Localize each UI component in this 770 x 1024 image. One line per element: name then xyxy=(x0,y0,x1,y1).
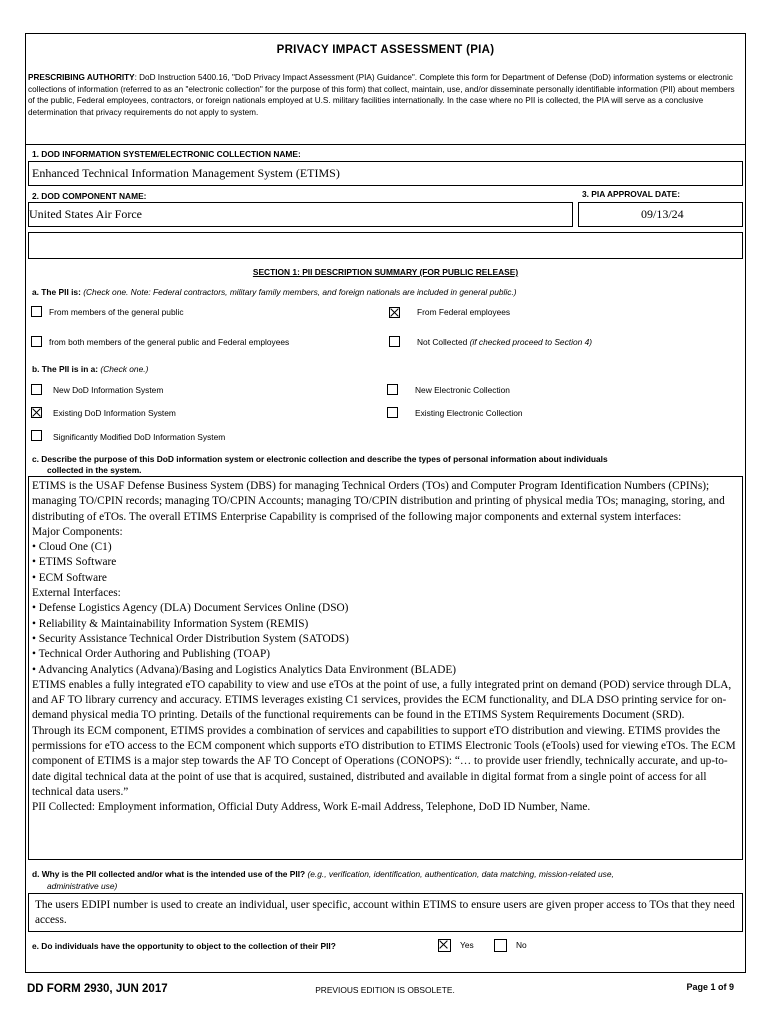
checkbox-new-dod-system[interactable] xyxy=(31,384,42,395)
purpose-paragraph: External Interfaces: xyxy=(32,587,121,600)
system-name-field[interactable] xyxy=(28,161,743,186)
pii-use-label xyxy=(32,869,742,892)
option-significantly-modified-label: Significantly Modified DoD Information System xyxy=(53,432,226,442)
component-name-field[interactable] xyxy=(28,202,573,227)
purpose-paragraph: Through its ECM component, ETIMS provides a combination of services and capabilities to support eTO distribution and viewing. ETIMS provides the permissions for eTO access to the ECM component which supports eTO distribution to ETIMS Electronic Tools (eTools) used for viewing eTOs. The ECM component of ETIMS is a major step towards the AF TO Concept of Operations (CONOPS): “… to provide user friendly, technically accurate, and up-to-date digital technical data at the point of use that is acquired, sustained, distributed and available in digital format from a single point of access for all technical data users.” xyxy=(32,724,736,798)
option-new-dod-system-label: New DoD Information System xyxy=(53,385,164,395)
purpose-paragraph: PII Collected: Employment information, Official Duty Address, Work E-mail Address, Telephone, DoD ID Number, Name. xyxy=(32,801,591,814)
pii-use-note-line1: (e.g., verification, identification, authentication, data matching, mission-related use, xyxy=(307,869,614,879)
purpose-paragraph: • Advancing Analytics (Advana)/Basing and Logistics Analytics Data Environment (BLADE) xyxy=(32,663,457,676)
pii-in-label xyxy=(32,364,148,374)
system-name-label: 1. DOD INFORMATION SYSTEM/ELECTRONIC COLLECTION NAME: xyxy=(32,149,301,159)
edition-notice: PREVIOUS EDITION IS OBSOLETE. xyxy=(315,985,455,995)
authority-label: PRESCRIBING AUTHORITY xyxy=(28,73,135,82)
purpose-paragraph: ETIMS is the USAF Defense Business System (DBS) for managing Technical Orders (TOs) and Computer Program Identification Numbers (CPINs); managing TO/CPIN records; managing TO/CPIN Accounts; managing TO/CPIN distribution and printing of physical media TOs; managing, storing, and distributing of eTOs. The overall ETIMS Enterprise Capability is comprised of the following major components and external system interfaces: xyxy=(32,480,725,523)
purpose-description-field[interactable] xyxy=(28,476,743,860)
pii-use-note-line2: administrative use) xyxy=(47,880,118,891)
purpose-label xyxy=(32,454,742,476)
checkbox-both[interactable] xyxy=(31,336,42,347)
pii-is-label xyxy=(32,287,517,297)
purpose-description xyxy=(32,479,738,816)
purpose-paragraph: Major Components: xyxy=(32,525,123,538)
purpose-paragraph: • Defense Logistics Agency (DLA) Document Services Online (DSO) xyxy=(32,602,349,615)
option-not-collected-label xyxy=(417,337,592,347)
approval-date-value: 09/13/24 xyxy=(641,207,684,221)
checkbox-new-electronic-collection[interactable] xyxy=(387,384,398,395)
checkbox-existing-electronic-collection[interactable] xyxy=(387,407,398,418)
object-label: e. Do individuals have the opportunity to object to the collection of their PII? xyxy=(32,941,336,951)
form-title: PRIVACY IMPACT ASSESSMENT (PIA) xyxy=(276,44,495,56)
checkbox-not-collected[interactable] xyxy=(389,336,400,347)
authority-text: : DoD Instruction 5400.16, "DoD Privacy Impact Assessment (PIA) Guidance". Complete this form for Department of Defense (DoD) information systems or electronic collections of information (referred to as an "electronic collection" for the purpose of this form) that collect, maintain, use, and/or disseminate personally identifiable information (PII) about members of the public, Federal employees, contractors, or foreign nationals employed at U.S. military facilities internationally. In the case where no PII is collected, the PIA will serve as a conclusive determination that privacy requirements do not apply to system. xyxy=(28,73,735,117)
option-not-collected-text: Not Collected xyxy=(417,337,468,347)
option-not-collected-note: (if checked proceed to Section 4) xyxy=(469,337,593,347)
option-new-electronic-collection-label: New Electronic Collection xyxy=(415,385,510,395)
pii-in-note: (Check one.) xyxy=(100,364,149,374)
purpose-paragraph: • Security Assistance Technical Order Distribution System (SATODS) xyxy=(32,632,349,645)
purpose-paragraph: • Technical Order Authoring and Publishing (TOAP) xyxy=(32,648,271,661)
component-name-label: 2. DOD COMPONENT NAME: xyxy=(32,191,147,201)
option-existing-dod-system-label: Existing DoD Information System xyxy=(53,408,176,418)
checkbox-significantly-modified[interactable] xyxy=(31,430,42,441)
purpose-paragraph: • Reliability & Maintainability Information System (REMIS) xyxy=(32,617,309,630)
approval-date-field[interactable] xyxy=(578,202,743,227)
approval-date-label: 3. PIA APPROVAL DATE: xyxy=(582,189,681,199)
pii-is-label-text: a. The PII is: xyxy=(32,287,81,297)
divider xyxy=(26,144,745,145)
purpose-paragraph: ETIMS enables a fully integrated eTO capability to view and use eTOs at the point of use, a fully integrated print on demand (POD) service through DLA, and AF TO library currency and accuracy. ETIMS leverages existing C1 services, provides the ECM functionality, and DLA DSO printing service for on-demand physical media TO printing. Details of the functional requirements can be found in the ETIMS System Requirements Document (SRD). xyxy=(32,678,732,722)
prescribing-authority xyxy=(28,72,737,118)
purpose-paragraph: • Cloud One (C1) xyxy=(32,541,112,554)
option-object-no-label: No xyxy=(516,940,527,950)
checkbox-object-no[interactable] xyxy=(494,939,507,952)
checkbox-object-yes[interactable] xyxy=(438,939,451,952)
pii-in-label-text: b. The PII is in a: xyxy=(32,364,99,374)
option-general-public-label: From members of the general public xyxy=(49,307,184,317)
page-number: Page 1 of 9 xyxy=(686,982,734,992)
purpose-paragraph: • ECM Software xyxy=(32,571,107,584)
pii-is-note: (Check one. Note: Federal contractors, military family members, and foreign nationals are included in general public.) xyxy=(83,287,517,297)
purpose-label-line2: collected in the system. xyxy=(47,465,142,475)
option-existing-electronic-collection-label: Existing Electronic Collection xyxy=(415,408,523,418)
section1-title: SECTION 1: PII DESCRIPTION SUMMARY (FOR PUBLIC RELEASE) xyxy=(252,267,519,277)
checkbox-general-public[interactable] xyxy=(31,306,42,317)
option-both-label: from both members of the general public and Federal employees xyxy=(49,337,290,347)
pii-use-label-text: d. Why is the PII collected and/or what is the intended use of the PII? xyxy=(32,869,306,879)
purpose-paragraph: • ETIMS Software xyxy=(32,556,117,569)
form-page xyxy=(25,33,746,973)
pii-use-value: The users EDIPI number is used to create an individual, user specific, account within ETIMS to ensure users are given proper access to TOs that they need access. xyxy=(35,899,735,927)
component-name-value: United States Air Force xyxy=(29,207,142,221)
pii-use-field[interactable] xyxy=(28,893,743,932)
option-federal-employees-label: From Federal employees xyxy=(417,307,511,317)
option-object-yes-label: Yes xyxy=(460,940,474,950)
form-id: DD FORM 2930, JUN 2017 xyxy=(27,983,168,995)
system-name-value: Enhanced Technical Information Management System (ETIMS) xyxy=(32,166,340,180)
checkbox-federal-employees[interactable] xyxy=(389,307,400,318)
blank-field[interactable] xyxy=(28,232,743,259)
purpose-label-line1: c. Describe the purpose of this DoD information system or electronic collection and describe the types of personal information about individuals xyxy=(32,454,608,464)
checkbox-existing-dod-system[interactable] xyxy=(31,407,42,418)
